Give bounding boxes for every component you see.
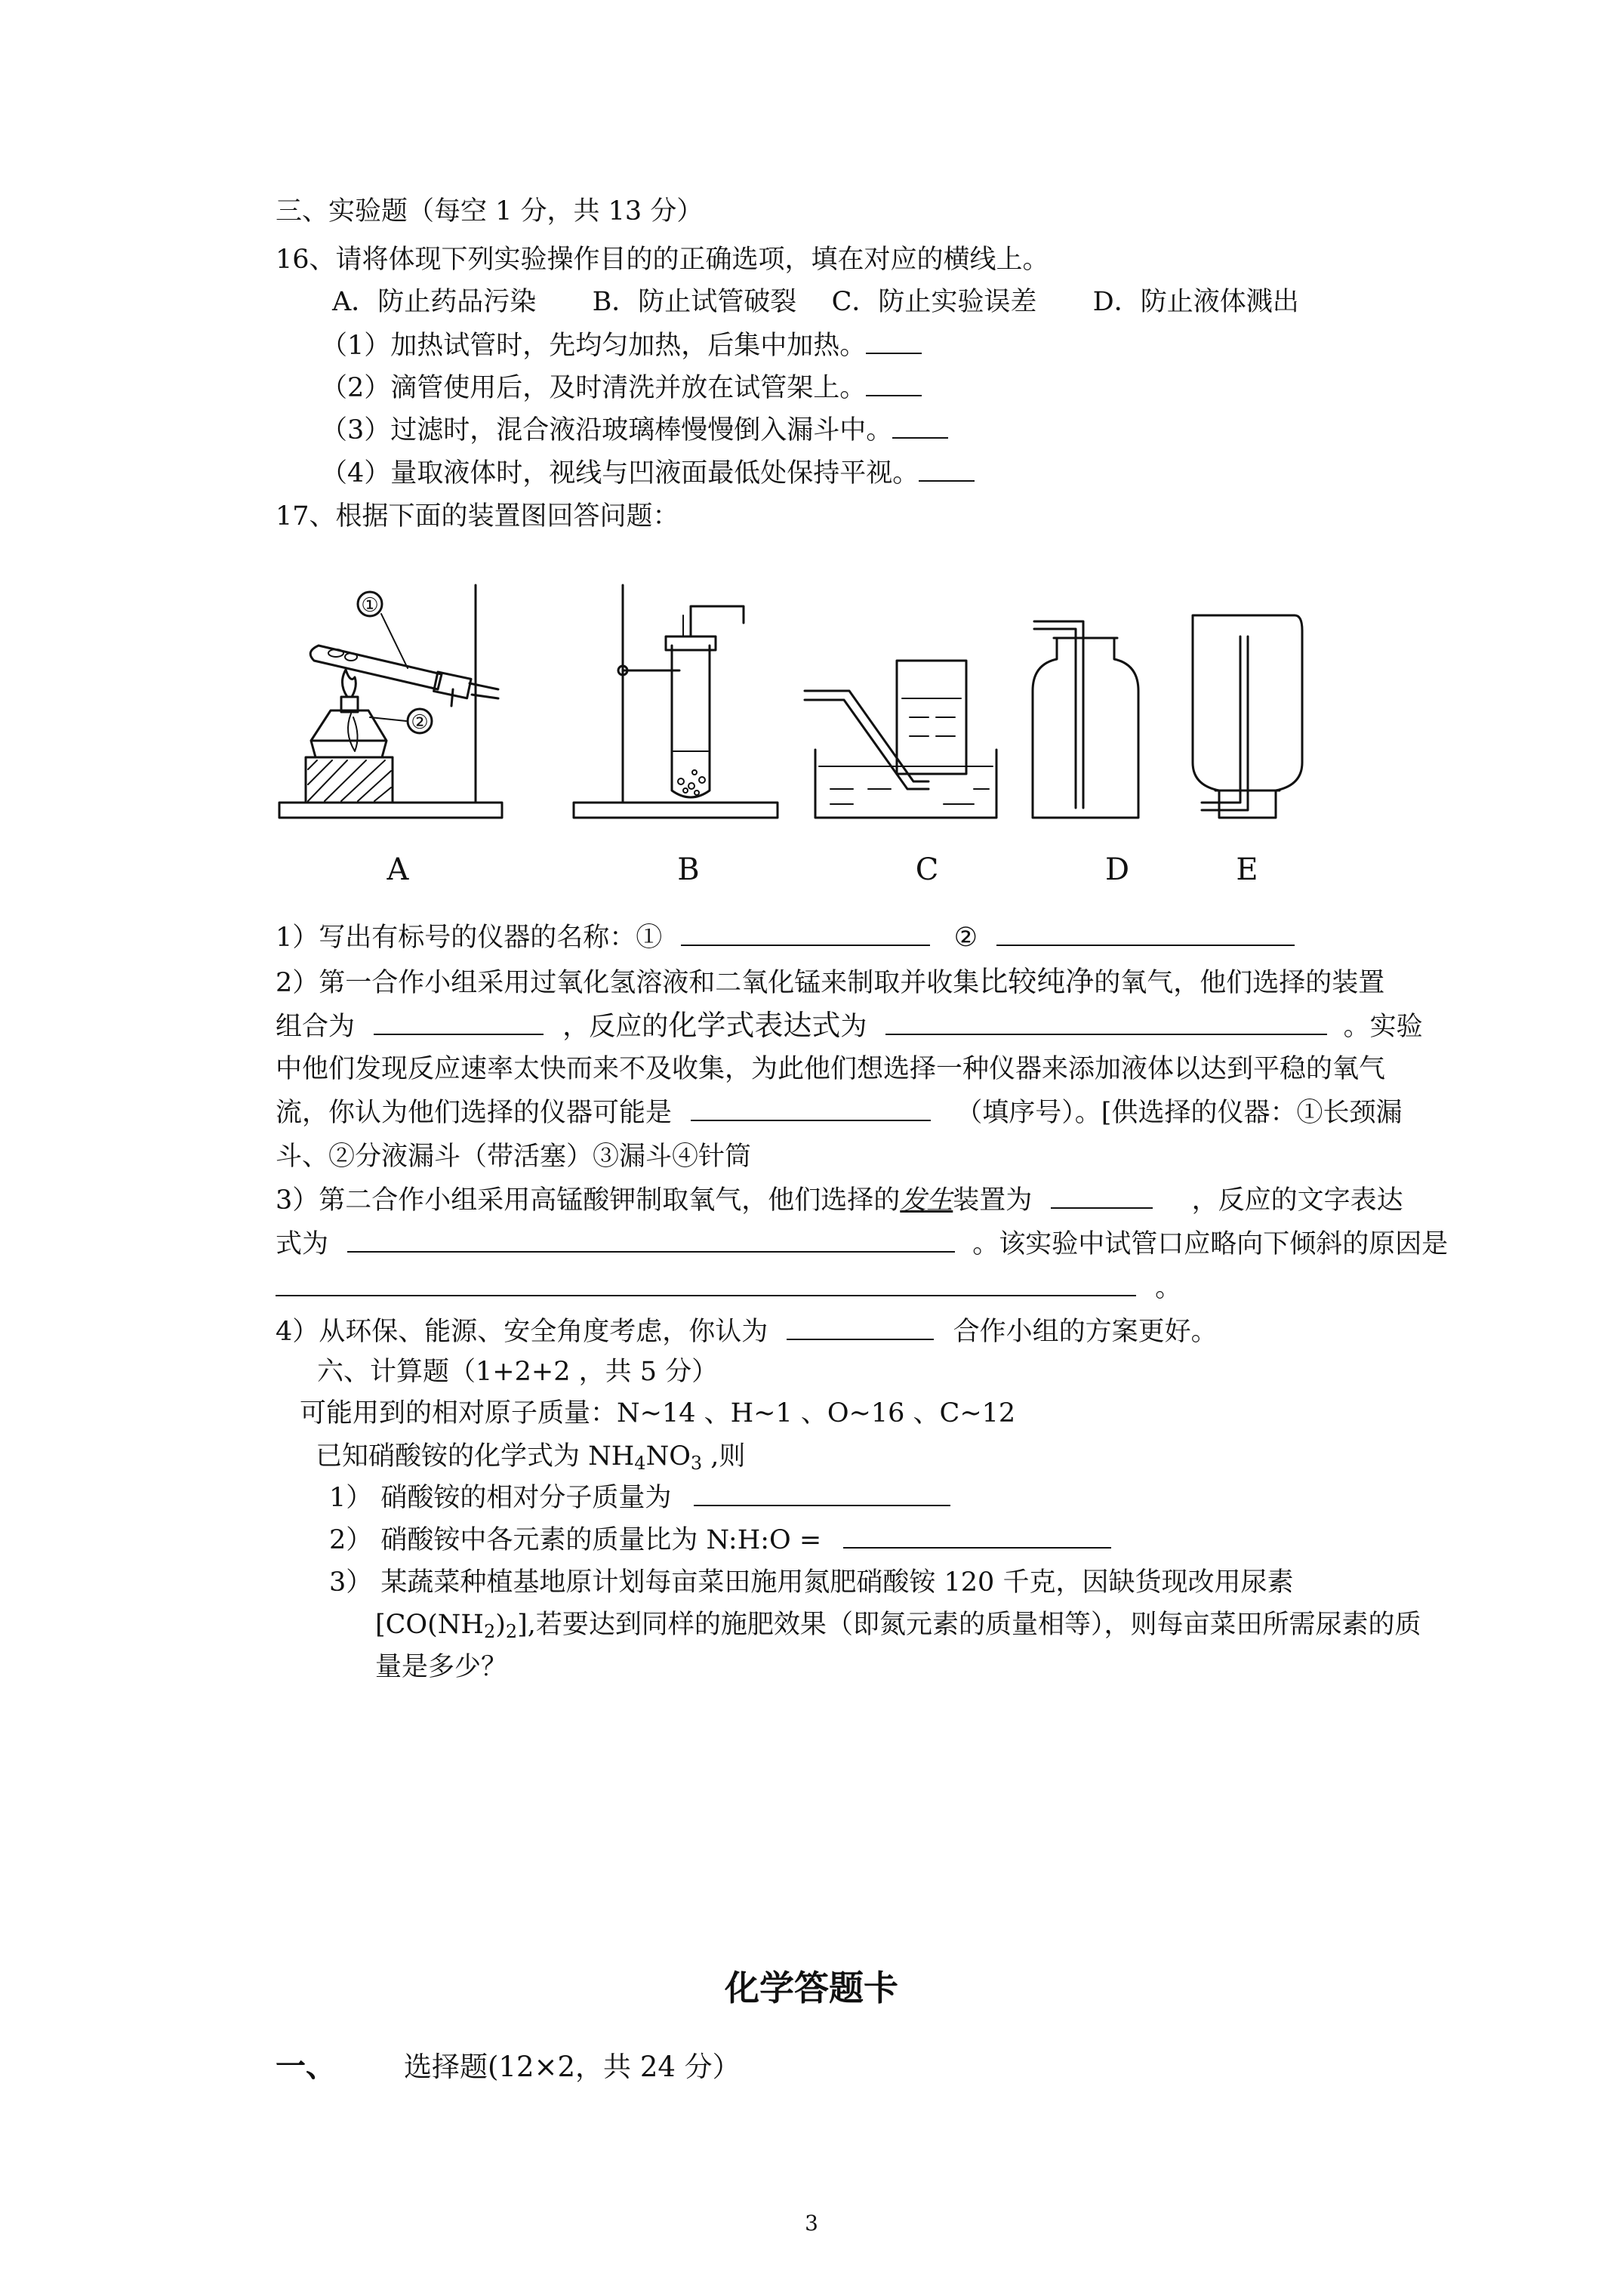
c-gas-jar [897,661,966,774]
q17-blank-chemical-equation[interactable] [885,1011,1327,1035]
q17-blank-apparatus-combo[interactable] [374,1011,544,1035]
q17-part2-l4b: （填序号）。[供选择的仪器：①长颈漏 [956,1098,1403,1128]
q17-part4 [276,1315,1218,1348]
q17-part3-l2a: 式为 [276,1229,329,1259]
calc-q3-sub1: 2 [483,1621,496,1642]
q17-part1-text: 1）写出有标号的仪器的名称：① [276,923,663,953]
answer-card-title: 化学答题卡 [725,1968,898,2008]
apparatus-d [1033,621,1138,818]
q16-item-2 [321,371,922,405]
calc-blank-molar-mass[interactable] [694,1482,950,1506]
calc-q3-line1: 3） 某蔬菜种植基地原计划每亩菜田施用氮肥硝酸铵 120 千克，因缺货现改用尿素 [329,1567,1294,1598]
q17-blank-generator[interactable] [1051,1185,1153,1209]
q17-part4-a: 4）从环保、能源、安全角度考虑，你认为 [276,1317,768,1347]
answer-card-section-text: 选择题(12×2，共 24 分） [404,2051,741,2083]
apparatus-drawing [272,562,1313,895]
q16-option-d: D．防止液体溅出 [1092,287,1299,317]
q17-part2-line2 [276,1009,1423,1043]
figure-label-b: B [677,852,700,887]
figure-label-c: C [915,852,939,887]
c-trough [815,750,996,818]
q17-part1 [276,921,1295,954]
calc-q3-l2b: ) [495,1610,506,1640]
q17-part2-l2d: 为 [840,1012,867,1042]
calc-q3-sub2: 2 [505,1621,518,1642]
q17-part3-l1c: 装置为 [953,1185,1033,1216]
b-delivery-tube [691,606,744,636]
apparatus-a [279,585,502,818]
q17-part2-line5: 斗、②分液漏斗（带活塞）③漏斗④针筒 [276,1142,752,1172]
calc-q3-line3: 量是多少？ [375,1652,508,1682]
a-stand-base [279,803,502,818]
given-formula-c: ,则 [702,1441,746,1472]
callout-2: ② [411,711,429,734]
q16-item-4 [321,457,975,490]
q17-part3-l1a: 3）第二合作小组采用高锰酸钾制取氧气，他们选择的 [276,1185,901,1216]
q17-part2-l2c: 化学式表达式 [668,1009,841,1042]
a-clamp-arm [470,683,498,689]
q16-blank-4[interactable] [919,458,975,482]
answer-card-section [276,2049,741,2085]
q17-part2-l2e: 。实验 [1343,1012,1423,1042]
given-formula [316,1440,745,1473]
q17-part2-line3: 中他们发现反应速率太快而来不及收集，为此他们想选择一种仪器来添加液体以达到平稳的氧气 [276,1054,1386,1084]
figure-label-a: A [387,852,409,887]
q16-item-3 [321,414,948,447]
q17-blank-group[interactable] [787,1316,934,1340]
section3-header: 三、实验题（每空 1 分，共 13 分） [276,196,704,227]
a-block [306,757,393,803]
calc-blank-mass-ratio[interactable] [843,1524,1111,1549]
q17-blank-instrument-1[interactable] [681,922,930,946]
q17-stem: 17、根据下面的装置图回答问题： [276,501,679,532]
q17-blank-instrument-2[interactable] [996,922,1295,946]
q17-part2-line1 [276,965,1384,1000]
given-formula-sub2: 3 [690,1453,703,1474]
calc-q2-text: 2） 硝酸铵中各元素的质量比为 N:H:O = [329,1525,822,1555]
section6-header: 六、计算题（1+2+2 ，共 5 分） [317,1357,719,1387]
q17-part3-l3: 。 [1155,1273,1182,1303]
q16-item-1-text: （1）加热试管时，先均匀加热，后集中加热。 [321,331,867,361]
q16-blank-3[interactable] [892,415,948,439]
q17-part2-l1a: 2）第一合作小组采用过氧化氢溶液和二氧化锰来制取并收集 [276,968,980,998]
q17-part2-l1c: 的氧气，他们选择的装置 [1094,968,1385,998]
apparatus-c [805,661,996,818]
q17-part3-line1 [276,1184,1403,1217]
given-formula-b: NO [645,1441,691,1472]
q17-blank-reason[interactable] [276,1272,1136,1296]
q17-part3-line3 [276,1271,1181,1305]
q17-part3-l1d: ，反应的文字表达 [1191,1185,1403,1216]
q16-option-b: B．防止试管破裂 [592,287,797,317]
q17-part2-line4 [276,1096,1402,1130]
q16-item-2-text: （2）滴管使用后，及时清洗并放在试管架上。 [321,373,867,403]
q16-blank-1[interactable] [866,330,922,354]
d-bottle [1033,638,1138,818]
given-formula-sub1: 4 [634,1453,646,1474]
a-test-tube [310,646,442,689]
q17-blank-word-equation[interactable] [347,1228,955,1253]
calc-q2 [329,1524,1111,1557]
answer-card-section-number: 一、 [276,2049,336,2084]
q17-part3-emph: 发生 [900,1185,953,1216]
q16-stem: 16、请将体现下列实验操作目的的正确选项，填在对应的横线上。 [276,245,1049,275]
q16-option-a: A．防止药品污染 [332,287,537,317]
q16-blank-2[interactable] [866,372,922,396]
apparatus-b [574,585,778,818]
calc-q1 [329,1481,950,1515]
calc-q3-line2 [375,1608,1421,1641]
atomic-masses: 可能用到的相对原子质量：N~14 、H~1 、O~16 、C~12 [300,1398,1016,1428]
q17-part3-l2b: 。该实验中试管口应略向下倾斜的原因是 [972,1229,1449,1259]
figure-label-e: E [1236,852,1258,887]
q17-part2-l2a: 组合为 [276,1012,356,1042]
apparatus-e [1193,615,1302,818]
q16-options [332,285,1299,319]
q17-part1-mark-2: ② [953,923,978,953]
b-test-tube [672,646,710,797]
q16-item-3-text: （3）过滤时，混合液沿玻璃棒慢慢倒入漏斗中。 [321,415,893,445]
figure-label-d: D [1104,852,1130,887]
q17-part2-l4a: 流，你认为他们选择的仪器可能是 [276,1098,673,1128]
q17-blank-instrument-choice[interactable] [691,1097,931,1121]
q17-part3-line2 [276,1228,1448,1261]
a-flame [342,670,356,697]
q16-option-c: C．防止实验误差 [831,287,1037,317]
given-formula-a: 已知硝酸铵的化学式为 NH [316,1441,635,1472]
page-number: 3 [805,2211,818,2236]
q16-item-1 [321,329,922,362]
e-tube [1202,636,1240,803]
q17-part4-b: 合作小组的方案更好。 [953,1317,1218,1347]
apparatus-figure [272,562,1313,895]
b-stand-base [574,803,778,818]
calc-q1-text: 1） 硝酸铵的相对分子质量为 [329,1483,672,1513]
calc-q3-l2a: [CO(NH [375,1610,484,1640]
q16-item-4-text: （4）量取液体时，视线与凹液面最低处保持平视。 [321,458,919,488]
q17-part2-l2b: ，反应的 [562,1012,669,1042]
b-stopper [666,636,716,650]
callout-1: ① [361,594,379,617]
calc-q3-l2c: ],若要达到同样的施肥效果（即氮元素的质量相等），则每亩菜田所需尿素的质 [517,1610,1421,1640]
q17-part2-emph: 比较纯净 [979,965,1095,998]
